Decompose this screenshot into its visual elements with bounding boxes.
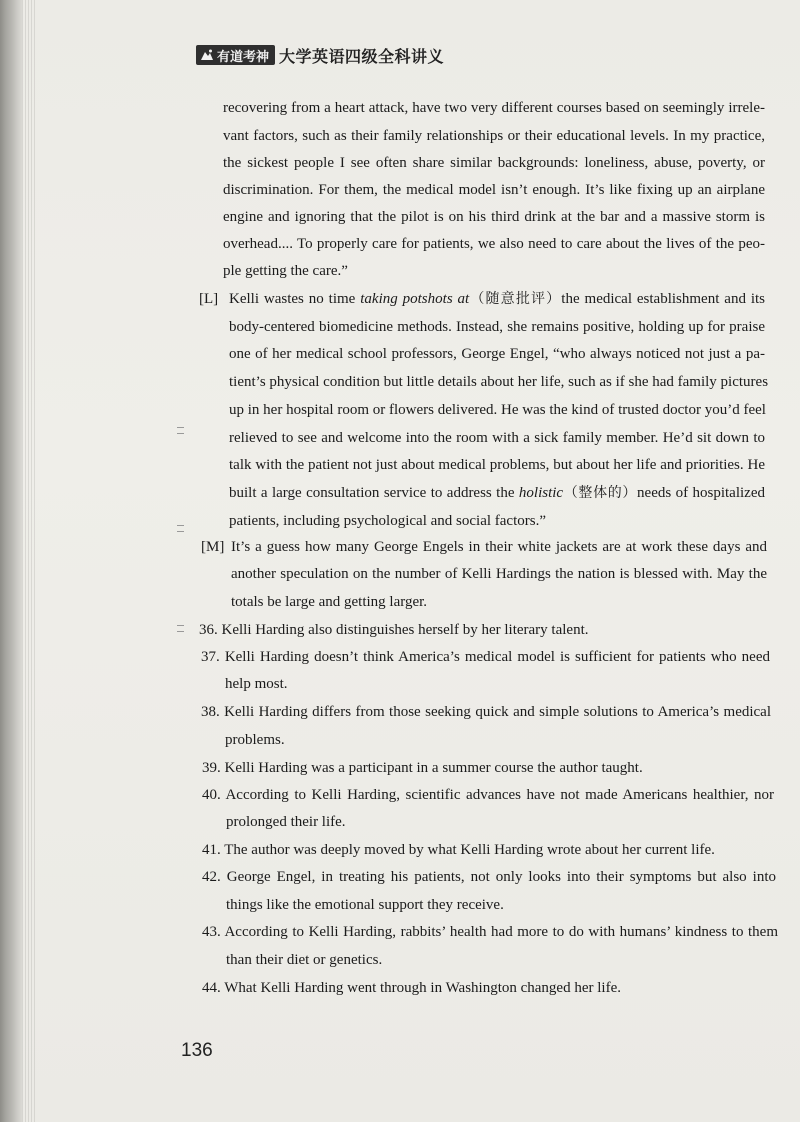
question-43-cont: than their diet or genetics. bbox=[226, 952, 383, 968]
paragraph-L-line: up in her hospital room or flowers delivered. He was the kind of trusted doctor you’d feel bbox=[229, 402, 766, 418]
paragraph-M-line: It’s a guess how many George Engels in their white jackets are at work these days and bbox=[231, 539, 767, 555]
text-run: Kelli wastes no time bbox=[229, 291, 361, 307]
chinese-gloss: （整体的） bbox=[563, 485, 638, 501]
paragraph-L-line bbox=[229, 484, 765, 502]
passage-line: engine and ignoring that the pilot is on his third drink at the bar and a massive storm is bbox=[223, 209, 765, 225]
question-42: 42. George Engel, in treating his patients, not only looks into their symptoms but also into bbox=[202, 869, 776, 885]
margin-mark bbox=[177, 625, 184, 632]
chinese-gloss: （随意批评） bbox=[469, 291, 562, 307]
question-36: 36. Kelli Harding also distinguishes herself by her literary talent. bbox=[199, 622, 589, 638]
passage-line: overhead.... To properly care for patients, we also need to care about the lives of the peo- bbox=[223, 236, 765, 252]
question-39: 39. Kelli Harding was a participant in a summer course the author taught. bbox=[202, 760, 643, 776]
paragraph-L-line: relieved to see and welcome into the room with a sick family member. He’d sit down to bbox=[229, 430, 765, 446]
passage-line: vant factors, such as their family relationships or their educational levels. In my practice, bbox=[223, 128, 765, 144]
passage-line: recovering from a heart attack, have two very different courses based on seemingly irrele- bbox=[223, 100, 765, 116]
question-41: 41. The author was deeply moved by what Kelli Harding wrote about her current life. bbox=[202, 842, 715, 858]
margin-mark bbox=[177, 427, 184, 434]
book-title: 大学英语四级全科讲义 bbox=[279, 46, 445, 66]
question-40: 40. According to Kelli Harding, scientific advances have not made Americans healthier, nor bbox=[202, 787, 774, 803]
question-43: 43. According to Kelli Harding, rabbits’ health had more to do with humans’ kindness to them bbox=[202, 924, 778, 940]
margin-mark bbox=[177, 525, 184, 532]
text-run: the medical establishment and its bbox=[561, 291, 766, 307]
text-run: needs of hospitalized bbox=[637, 485, 765, 501]
question-38-cont: problems. bbox=[225, 732, 285, 748]
passage-line: ple getting the care.” bbox=[223, 263, 348, 279]
italic-term: taking potshots at bbox=[360, 291, 470, 307]
text-run: built a large consultation service to address the bbox=[229, 485, 519, 501]
paragraph-marker-M: [M] bbox=[201, 539, 225, 555]
paragraph-L-line: talk with the patient not just about medical problems, but about her life and priorities. He bbox=[229, 457, 765, 473]
paragraph-marker-L: [L] bbox=[199, 291, 219, 307]
paragraph-L-line: one of her medical school professors, George Engel, “who always noticed not just a pa- bbox=[229, 346, 765, 362]
passage-line: the sickest people I see often share similar backgrounds: loneliness, abuse, poverty, or bbox=[223, 155, 765, 171]
question-44: 44. What Kelli Harding went through in Washington changed her life. bbox=[202, 980, 621, 996]
passage-line: discrimination. For them, the medical model isn’t enough. It’s like fixing up an airplane bbox=[223, 182, 765, 198]
question-37-cont: help most. bbox=[225, 676, 288, 692]
question-38: 38. Kelli Harding differs from those seeking quick and simple solutions to America’s medical bbox=[201, 704, 771, 720]
paragraph-L-line: patients, including psychological and social factors.” bbox=[229, 513, 546, 529]
page-number: 136 bbox=[181, 1040, 213, 1061]
italic-term: holistic bbox=[518, 485, 564, 501]
paragraph-L-line: body-centered biomedicine methods. Instead, she remains positive, holding up for praise bbox=[229, 319, 765, 335]
paragraph-L-line: tient’s physical condition but little details about her life, such as if she had family pictures bbox=[229, 374, 769, 390]
question-37: 37. Kelli Harding doesn’t think America’s medical model is sufficient for patients who need bbox=[201, 649, 770, 665]
paragraph-L-line bbox=[229, 290, 765, 308]
question-42-cont: things like the emotional support they receive. bbox=[226, 897, 504, 913]
paragraph-M-line: totals be large and getting larger. bbox=[231, 594, 428, 610]
question-40-cont: prolonged their life. bbox=[226, 814, 346, 830]
paragraph-M-line: another speculation on the number of Kelli Hardings the nation is blessed with. May the bbox=[231, 566, 767, 582]
brand-name: 有道考神 bbox=[217, 49, 270, 65]
